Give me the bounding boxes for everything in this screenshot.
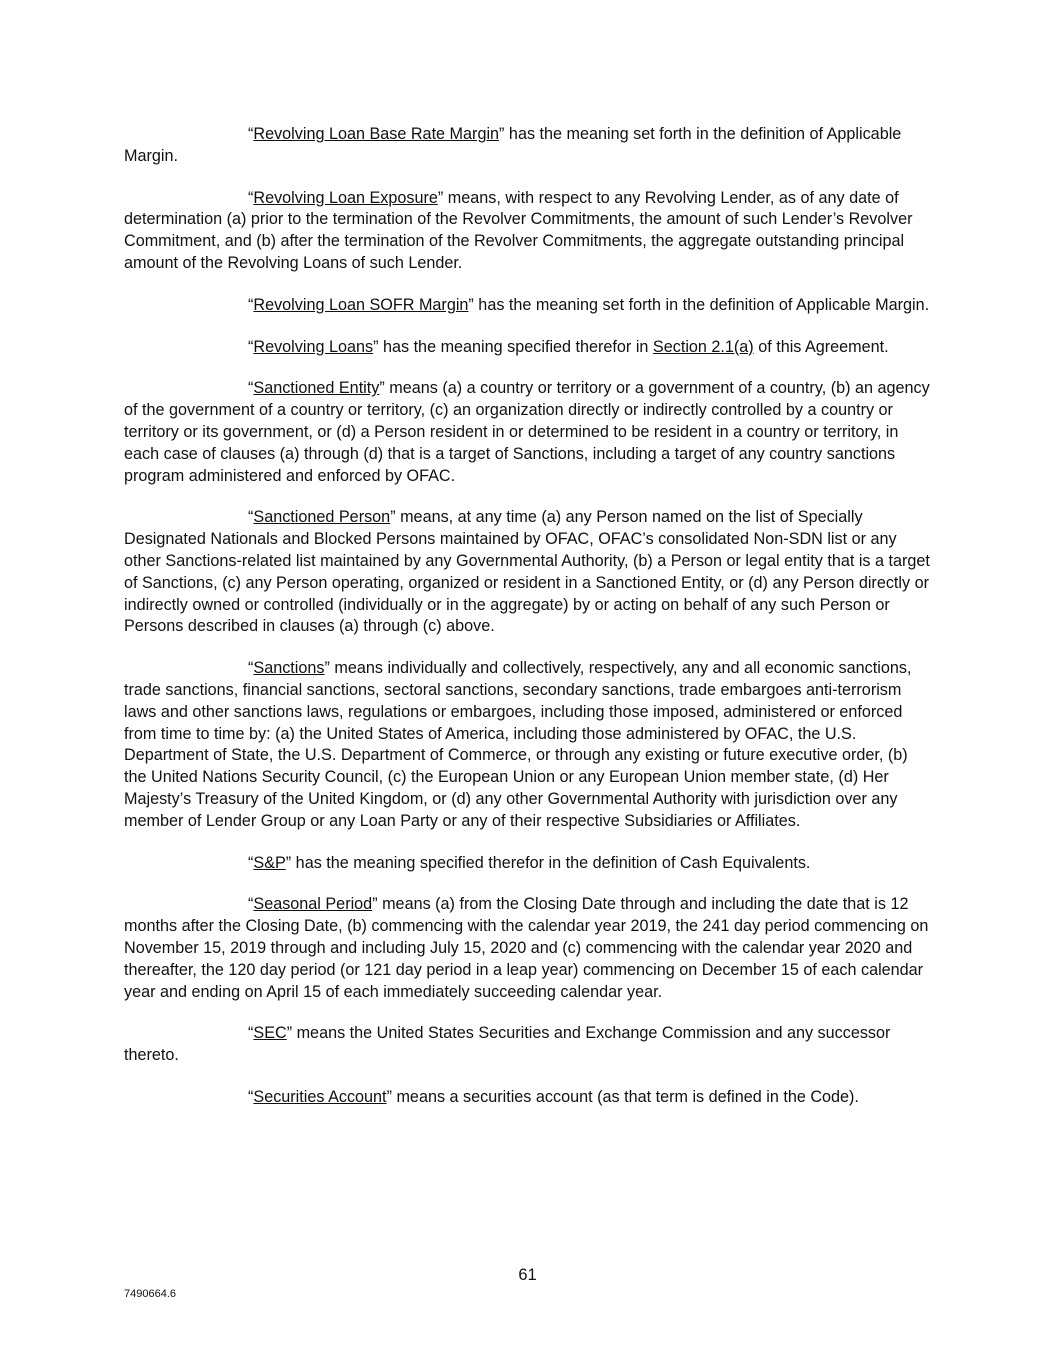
defined-term: Securities Account xyxy=(253,1087,387,1106)
defined-term: Seasonal Period xyxy=(253,895,373,914)
definition-sec: “SEC” means the United States Securities and Exchange Commission and any successor thereto. xyxy=(124,1024,891,1065)
definition-sanctioned-entity: “Sanctioned Entity” means (a) a country or territory or a government of a country, (b) an agency of the government of a country or territory, (c) an organization directly or indirectly controlled by a country or territory or its government, or (d) a Person resident in or determined to be resident in a country or territory, in each case of clauses (a) through (d) that is a target of Sanctions, including a target of any country sanctions program administered and enforced by OFAC. xyxy=(124,379,930,485)
definition-revolving-loan-exposure: “Revolving Loan Exposure” means, with respect to any Revolving Lender, as of any date of determination (a) prior to the termination of the Revolver Commitments, the amount of such Lender’s Revolver Commitment, and (b) after the termination of the Revolver Commitments, the aggregate outstanding principal amount of the Revolving Loans of such Lender. xyxy=(124,188,913,272)
definition-sanctions: “Sanctions” means individually and collectively, respectively, any and all economic sanctions, trade sanctions, financial sanctions, sectoral sanctions, secondary sanctions, trade embargoes anti-terrorism laws and other sanctions laws, regulations or embargoes, including those imposed, administered or enforced from time to time by: (a) the United States of America, including those administered by OFAC, the U.S. Department of State, the U.S. Department of Commerce, or through any existing or future executive order, (b) the United Nations Security Council, (c) the European Union or any European Union member state, (d) Her Majesty’s Treasury of the United Kingdom, or (d) any other Governmental Authority with jurisdiction over any member of Lender Group or any Loan Party or any of their respective Subsidiaries or Affiliates. xyxy=(124,659,912,830)
defined-term: S&P xyxy=(253,853,286,872)
defined-term: Sanctioned Entity xyxy=(253,379,380,398)
defined-term: Revolving Loan SOFR Margin xyxy=(253,295,469,314)
defined-term: SEC xyxy=(253,1024,287,1043)
definition-s-and-p: “S&P” has the meaning specified therefor in the definition of Cash Equivalents. xyxy=(248,853,811,872)
definitions-list xyxy=(124,124,932,1129)
defined-term: Revolving Loan Exposure xyxy=(253,188,438,207)
page-number: 61 xyxy=(518,1266,537,1284)
definition-sanctioned-person: “Sanctioned Person” means, at any time (a) any Person named on the list of Specially Designated Nationals and Blocked Persons maintained by OFAC, OFAC’s consolidated Non-SDN list or any other Sanctions-related list maintained by any Governmental Authority, (b) a Person or legal entity that is a target of Sanctions, (c) any Person operating, organized or resident in a Sanctioned Entity, or (d) any Person directly or indirectly owned or controlled (individually or in the aggregate) by or acting on behalf of any such Person or Persons described in clauses (a) through (c) above. xyxy=(124,508,930,636)
defined-term: Sanctions xyxy=(253,659,325,678)
defined-term: Revolving Loans xyxy=(253,337,374,356)
document-id: 7490664.6 xyxy=(124,1288,176,1300)
definition-securities-account: “Securities Account” means a securities account (as that term is defined in the Code). xyxy=(248,1087,859,1106)
section-reference: Section 2.1(a) xyxy=(652,337,754,356)
definition-revolving-loan-sofr-margin: “Revolving Loan SOFR Margin” has the meaning set forth in the definition of Applicable Margin. xyxy=(248,295,930,314)
definition-seasonal-period: “Seasonal Period” means (a) from the Closing Date through and including the date that is 12 months after the Closing Date, (b) commencing with the calendar year 2019, the 241 day period commencing on November 15, 2019 through and including July 15, 2020 and (c) commencing with the calendar year 2020 and thereafter, the 120 day period (or 121 day period in a leap year) commencing on December 15 of each calendar year and ending on April 15 of each immediately succeeding calendar year. xyxy=(124,895,929,1001)
defined-term: Sanctioned Person xyxy=(253,508,391,527)
definition-revolving-loans: “Revolving Loans” has the meaning specified therefor in Section 2.1(a) of this Agreement. xyxy=(248,337,889,356)
definition-revolving-loan-base-rate-margin: “Revolving Loan Base Rate Margin” has the meaning set forth in the definition of Applicable Margin. xyxy=(124,125,902,165)
defined-term: Revolving Loan Base Rate Margin xyxy=(253,125,500,143)
